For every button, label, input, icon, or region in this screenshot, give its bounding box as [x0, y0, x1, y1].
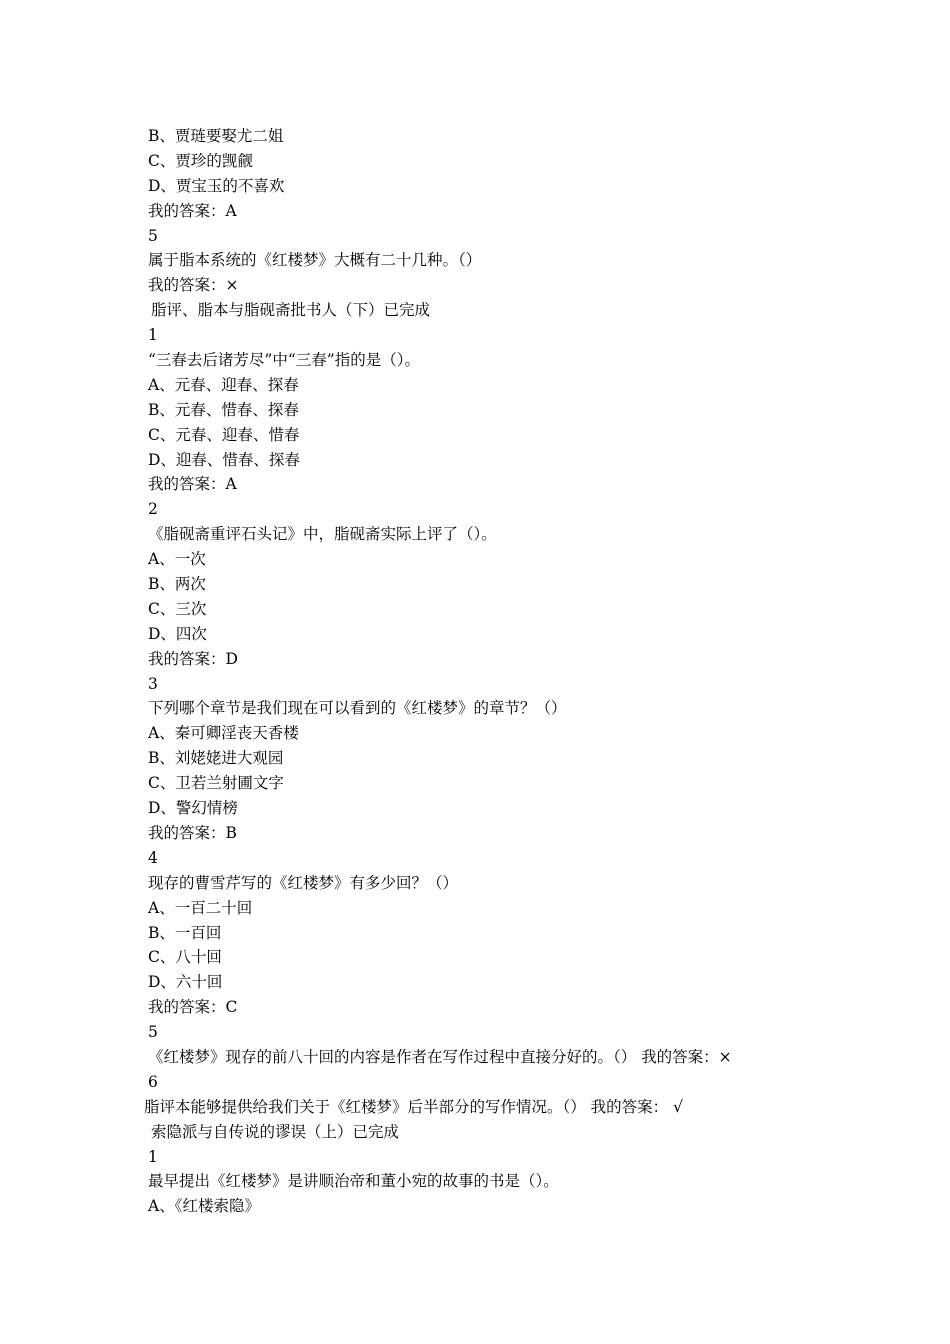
- question-text: “三春去后诸芳尽”中“三春”指的是（）。: [148, 351, 420, 370]
- question-number: 4: [148, 848, 158, 867]
- option-a-line: A、元春、迎春、探春: [148, 375, 299, 394]
- option-b-line: B、贾琏要娶尤二姐: [148, 127, 284, 145]
- section-heading: 脂评、脂本与脂砚斋批书人（下）已完成: [151, 301, 431, 320]
- option-c-line: C、贾珍的觊觎: [148, 151, 253, 170]
- question-text: 下列哪个章节是我们现在可以看到的《红楼梦》的章节？（）: [148, 699, 567, 718]
- option-a-line: A、秦可卿淫丧天香楼: [148, 724, 299, 743]
- option-d-line: D、六十回: [148, 973, 223, 992]
- answer-line: 我的答案：B: [148, 823, 237, 842]
- question-with-answer: 《红楼梦》现存的前八十回的内容是作者在写作过程中直接分好的。（） 我的答案：×: [148, 1047, 732, 1066]
- answer-line: 我的答案：A: [148, 475, 237, 494]
- option-c-line: C、三次: [148, 599, 207, 618]
- question-number: 3: [148, 674, 158, 693]
- answer-line: 我的答案：D: [148, 649, 238, 668]
- answer-line: 我的答案：A: [148, 201, 237, 220]
- document-body: [144, 124, 868, 1219]
- option-d-line: D、迎春、惜春、探春: [148, 450, 300, 469]
- option-b-line: B、两次: [148, 575, 206, 594]
- option-d-line: D、贾宝玉的不喜欢: [148, 176, 285, 195]
- question-number: 5: [148, 1023, 158, 1042]
- question-text: 最早提出《红楼梦》是讲顺治帝和董小宛的故事的书是（）。: [148, 1172, 559, 1191]
- option-d-line: D、四次: [148, 624, 207, 643]
- option-b-line: B、一百回: [148, 923, 222, 942]
- option-a-line: A、一百二十回: [148, 898, 253, 917]
- question-with-answer: 脂评本能够提供给我们关于《红楼梦》后半部分的写作情况。（） 我的答案： √: [144, 1097, 683, 1116]
- question-number: 5: [148, 226, 158, 245]
- option-b-line: B、刘姥姥进大观园: [148, 749, 284, 768]
- question-number: 1: [148, 326, 158, 345]
- option-b-line: B、元春、惜春、探春: [148, 400, 299, 419]
- option-a-line: A、一次: [148, 550, 206, 569]
- option-d-line: D、警幻情榜: [148, 799, 238, 818]
- option-c-line: C、八十回: [148, 948, 222, 967]
- question-number: 1: [148, 1147, 158, 1166]
- option-c-line: C、元春、迎春、惜春: [148, 425, 300, 444]
- question-number: 6: [148, 1072, 158, 1091]
- question-text: 《脂砚斋重评石头记》中，脂砚斋实际上评了（）。: [148, 525, 497, 544]
- section-heading: 索隐派与自传说的谬误（上）已完成: [151, 1122, 400, 1141]
- answer-line: 我的答案：×: [148, 276, 239, 295]
- question-number: 2: [148, 500, 158, 519]
- option-c-line: C、卫若兰射圃文字: [148, 774, 284, 793]
- question-text: 属于脂本系统的《红楼梦》大概有二十几种。（）: [148, 251, 482, 270]
- question-text: 现存的曹雪芹写的《红楼梦》有多少回？（）: [148, 873, 459, 892]
- option-a-line: A、《红楼索隐》: [148, 1197, 260, 1216]
- answer-line: 我的答案：C: [148, 998, 238, 1017]
